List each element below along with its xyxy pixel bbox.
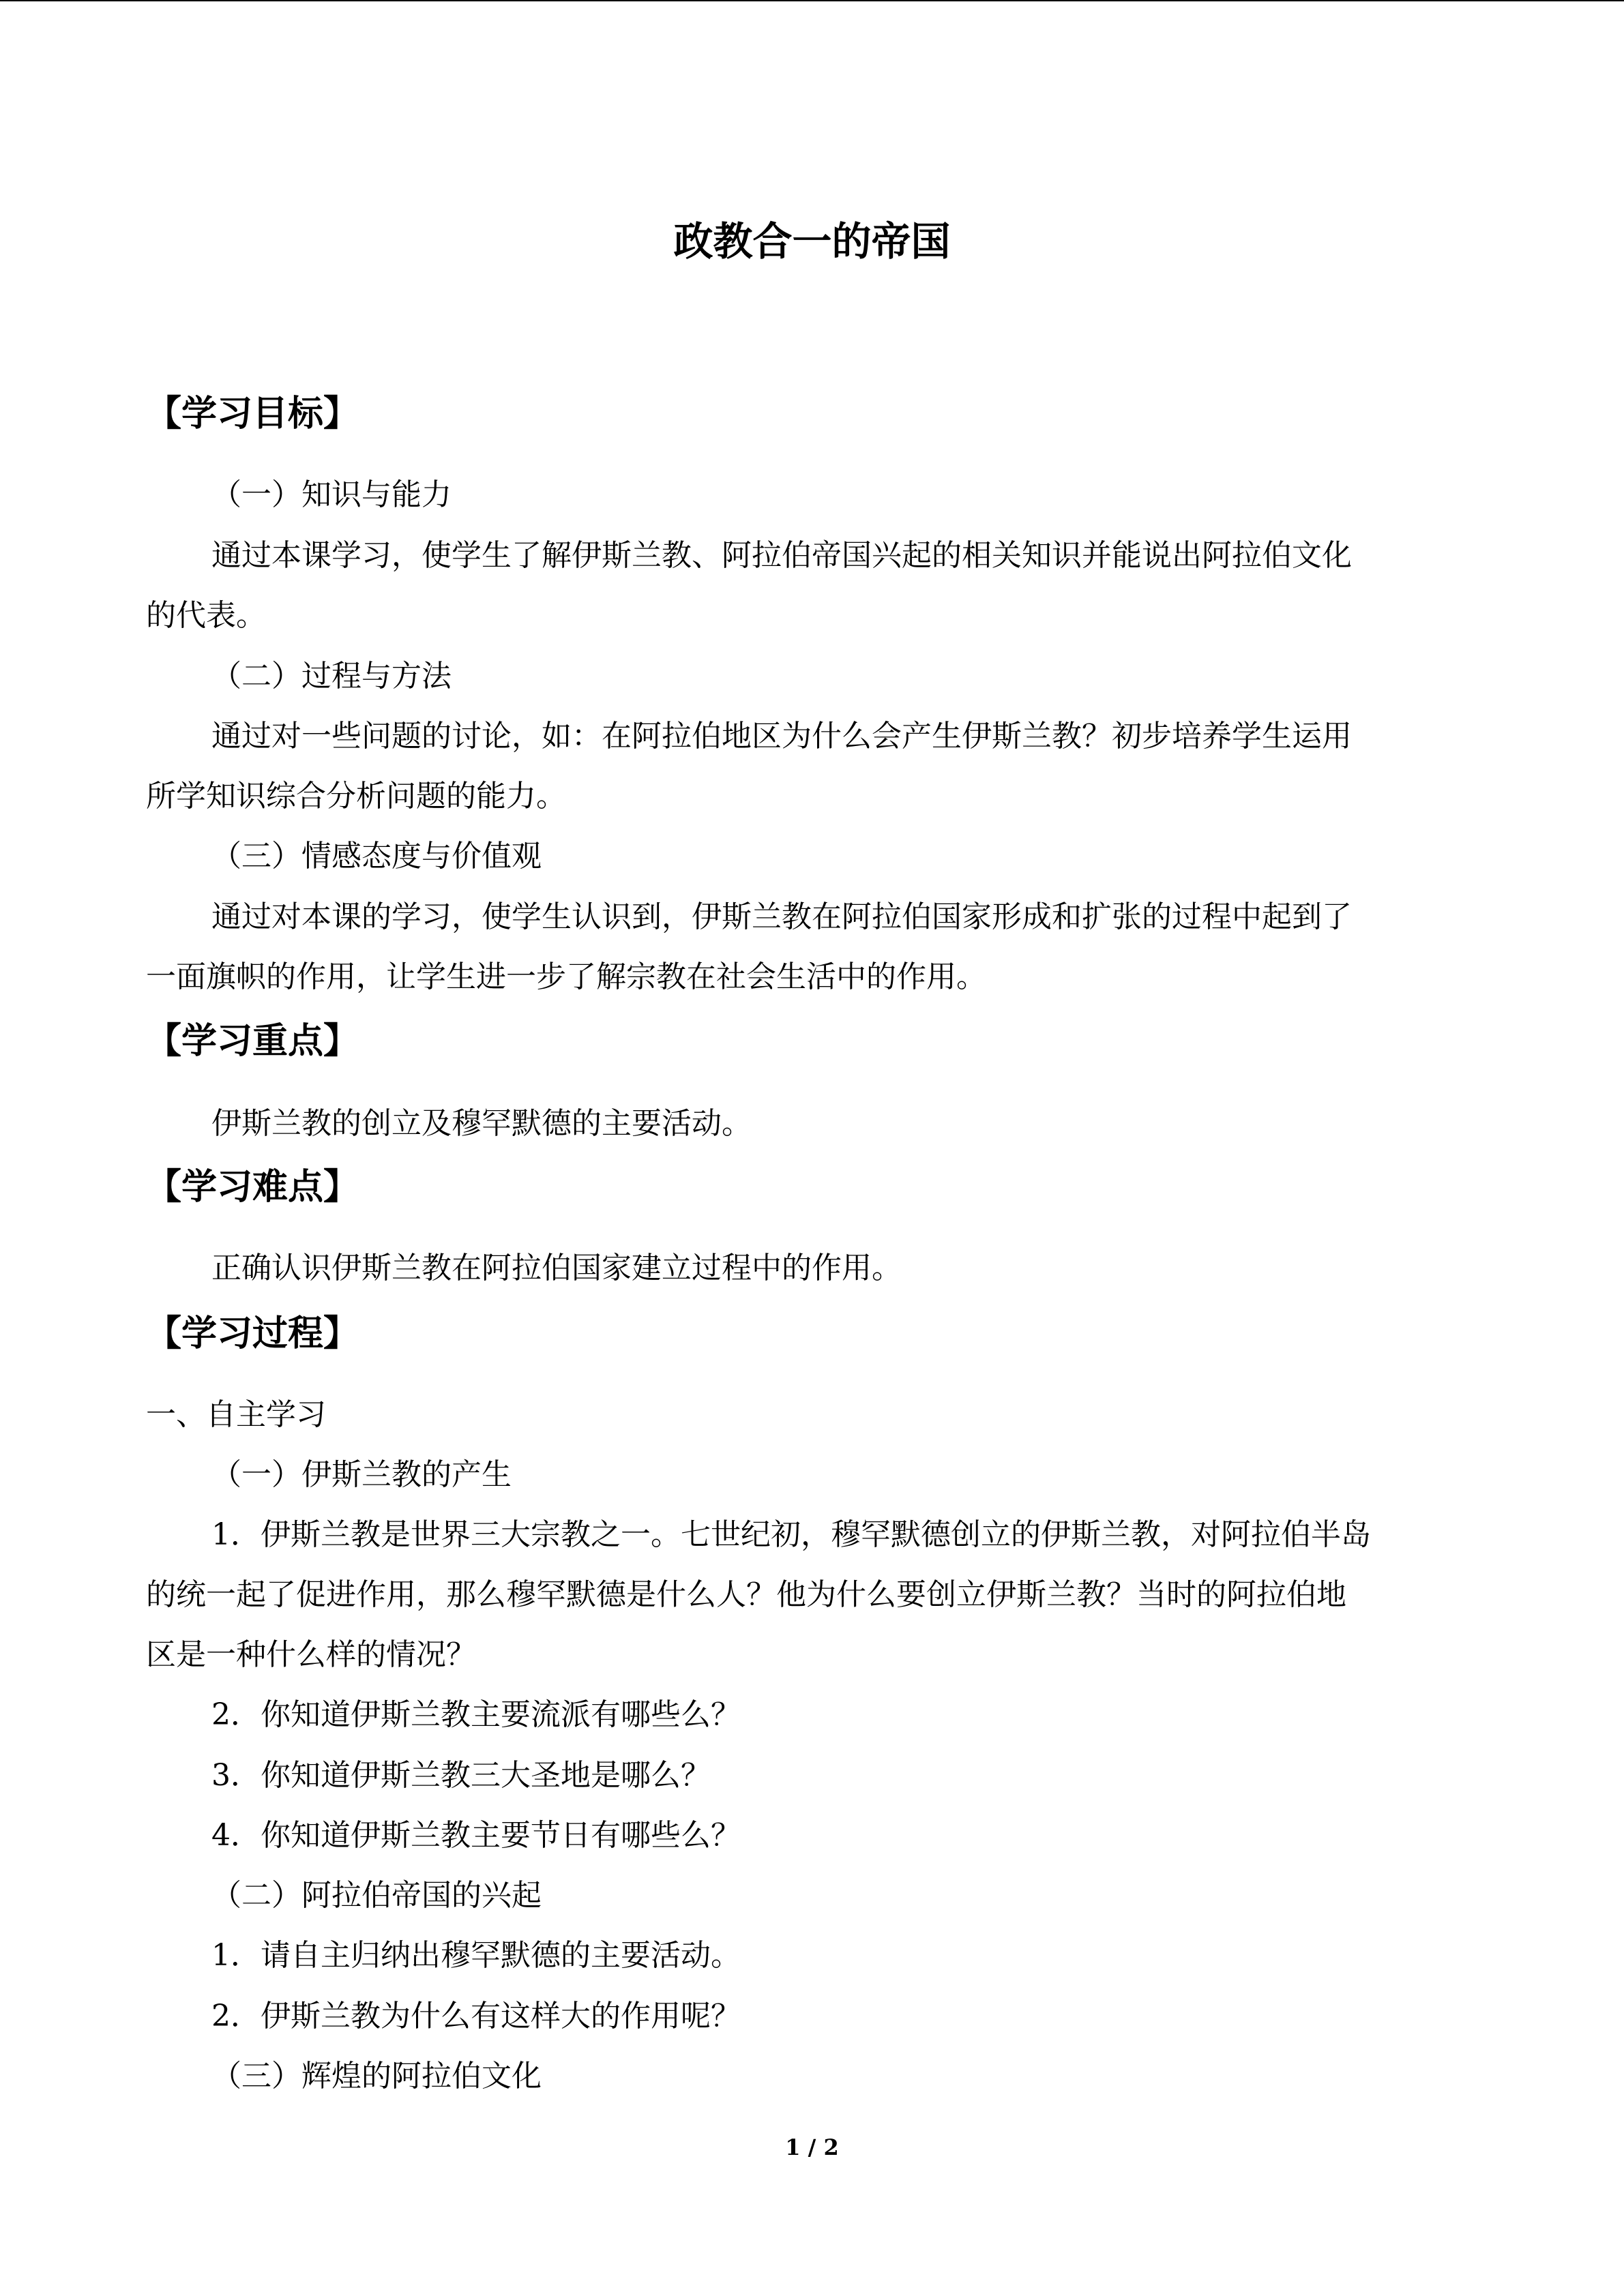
process-subheading-arab-culture: （三）辉煌的阿拉伯文化 xyxy=(211,2059,542,2093)
process-question: 2．你知道伊斯兰教主要流派有哪些么？ xyxy=(211,1697,741,1732)
process-question: 1．请自主归纳出穆罕默德的主要活动。 xyxy=(211,1938,741,1973)
key-points-text: 伊斯兰教的创立及穆罕默德的主要活动。 xyxy=(211,1106,752,1141)
process-subheading-islam-origin: （一）伊斯兰教的产生 xyxy=(211,1457,512,1492)
objectives-paragraph-line: 所学知识综合分析问题的能力。 xyxy=(146,779,566,814)
process-question: 4．你知道伊斯兰教主要节日有哪些么？ xyxy=(211,1818,741,1853)
difficulties-heading: 【学习难点】 xyxy=(146,1166,359,1208)
objectives-subheading-values: （三）情感态度与价值观 xyxy=(211,839,542,874)
page-title: 政教合一的帝国 xyxy=(673,218,951,265)
objectives-heading: 【学习目标】 xyxy=(146,393,359,434)
objectives-paragraph-line: 通过对本课的学习，使学生认识到，伊斯兰教在阿拉伯国家形成和扩张的过程中起到了 xyxy=(211,899,1352,934)
process-question-line: 区是一种什么样的情况？ xyxy=(146,1637,476,1672)
process-subheading-empire-rise: （二）阿拉伯帝国的兴起 xyxy=(211,1878,542,1913)
objectives-paragraph-line: 通过本课学习，使学生了解伊斯兰教、阿拉伯帝国兴起的相关知识并能说出阿拉伯文化 xyxy=(211,538,1352,573)
process-question: 2．伊斯兰教为什么有这样大的作用呢？ xyxy=(211,1999,741,2033)
process-question: 3．你知道伊斯兰教三大圣地是哪么？ xyxy=(211,1758,711,1793)
objectives-paragraph-line: 一面旗帜的作用，让学生进一步了解宗教在社会生活中的作用。 xyxy=(146,959,986,994)
page-number: 1 / 2 xyxy=(785,2134,839,2160)
objectives-paragraph-line: 的代表。 xyxy=(146,598,266,633)
process-question-line: 1．伊斯兰教是世界三大宗教之一。七世纪初，穆罕默德创立的伊斯兰教，对阿拉伯半岛 xyxy=(211,1517,1371,1552)
key-points-heading: 【学习重点】 xyxy=(146,1020,359,1062)
objectives-subheading-process: （二）过程与方法 xyxy=(211,659,452,694)
difficulties-text: 正确认识伊斯兰教在阿拉伯国家建立过程中的作用。 xyxy=(211,1251,902,1285)
objectives-paragraph-line: 通过对一些问题的讨论，如：在阿拉伯地区为什么会产生伊斯兰教？初步培养学生运用 xyxy=(211,719,1352,754)
process-heading: 【学习过程】 xyxy=(146,1313,359,1354)
process-part-heading: 一、自主学习 xyxy=(146,1397,326,1432)
process-question-line: 的统一起了促进作用，那么穆罕默德是什么人？他为什么要创立伊斯兰教？当时的阿拉伯地 xyxy=(146,1577,1346,1612)
objectives-subheading-knowledge: （一）知识与能力 xyxy=(211,477,452,512)
